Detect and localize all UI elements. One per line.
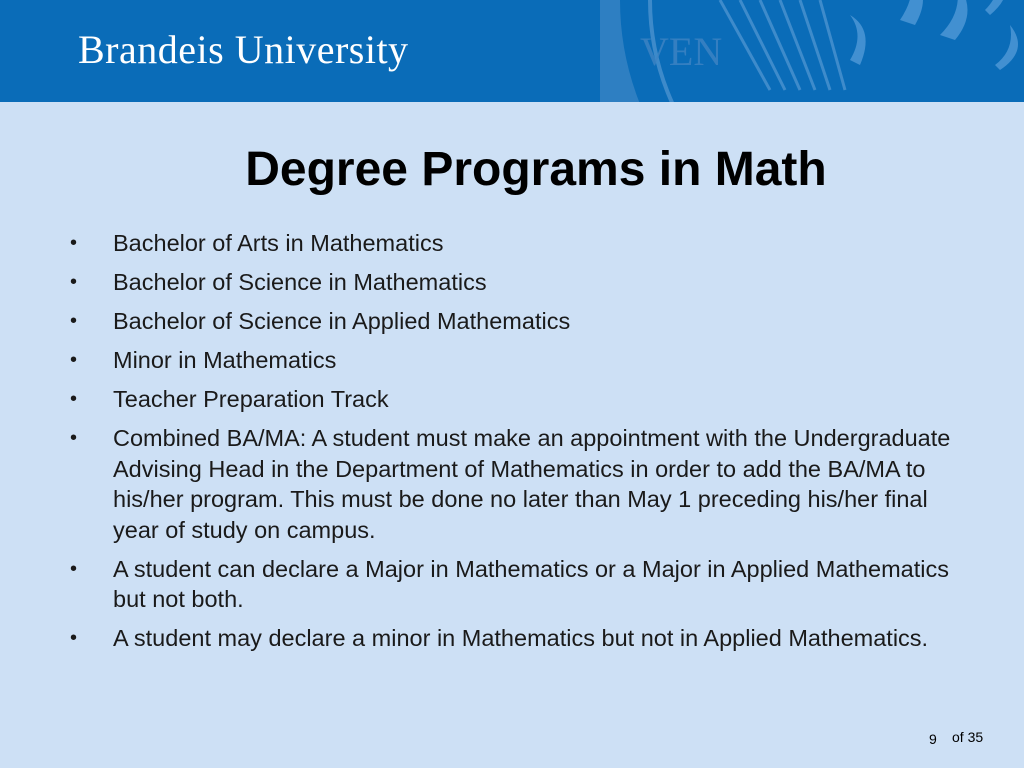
page-total: of 35 [952, 729, 984, 745]
university-name: Brandeis University [78, 27, 409, 72]
list-item-text: Bachelor of Science in Applied Mathematics [113, 308, 571, 334]
header-banner [0, 0, 1024, 102]
list-item [70, 423, 970, 545]
list-item-text: Combined BA/MA: A student must make an appointment with the Undergraduate Advising Head in the Department of Mathematics in order to add the BA/MA to his/her program. This must be done no later than May 1 preceding his/her final year of study on campus. [113, 425, 951, 543]
list-item-text: A student can declare a Major in Mathematics or a Major in Applied Mathematics but not both. [113, 555, 949, 612]
list-item [70, 267, 970, 298]
slide-title: Degree Programs in Math [245, 143, 827, 196]
page-number: 9 [929, 731, 937, 747]
bullet-list [70, 228, 970, 662]
bullet-icon: • [70, 388, 78, 410]
list-item-text: Minor in Mathematics [113, 347, 337, 373]
bullet-icon: • [70, 310, 78, 332]
list-item-text: Bachelor of Arts in Mathematics [113, 230, 444, 256]
bullet-icon: • [70, 627, 78, 649]
bullet-icon: • [70, 271, 78, 293]
list-item [70, 554, 970, 615]
list-item [70, 623, 970, 654]
bullet-icon: • [70, 349, 78, 371]
seal-letters: VEN [640, 29, 723, 74]
list-item-text: Teacher Preparation Track [113, 386, 389, 412]
list-item [70, 345, 970, 376]
list-item-text: Bachelor of Science in Mathematics [113, 269, 487, 295]
bullet-icon: • [70, 557, 78, 580]
bullet-icon: • [70, 232, 78, 254]
university-seal-watermark [600, 0, 1024, 102]
list-item [70, 384, 970, 415]
bullet-icon: • [70, 427, 78, 449]
list-item-text: A student may declare a minor in Mathematics but not in Applied Mathematics. [113, 625, 929, 651]
list-item [70, 228, 970, 259]
list-item [70, 306, 970, 337]
